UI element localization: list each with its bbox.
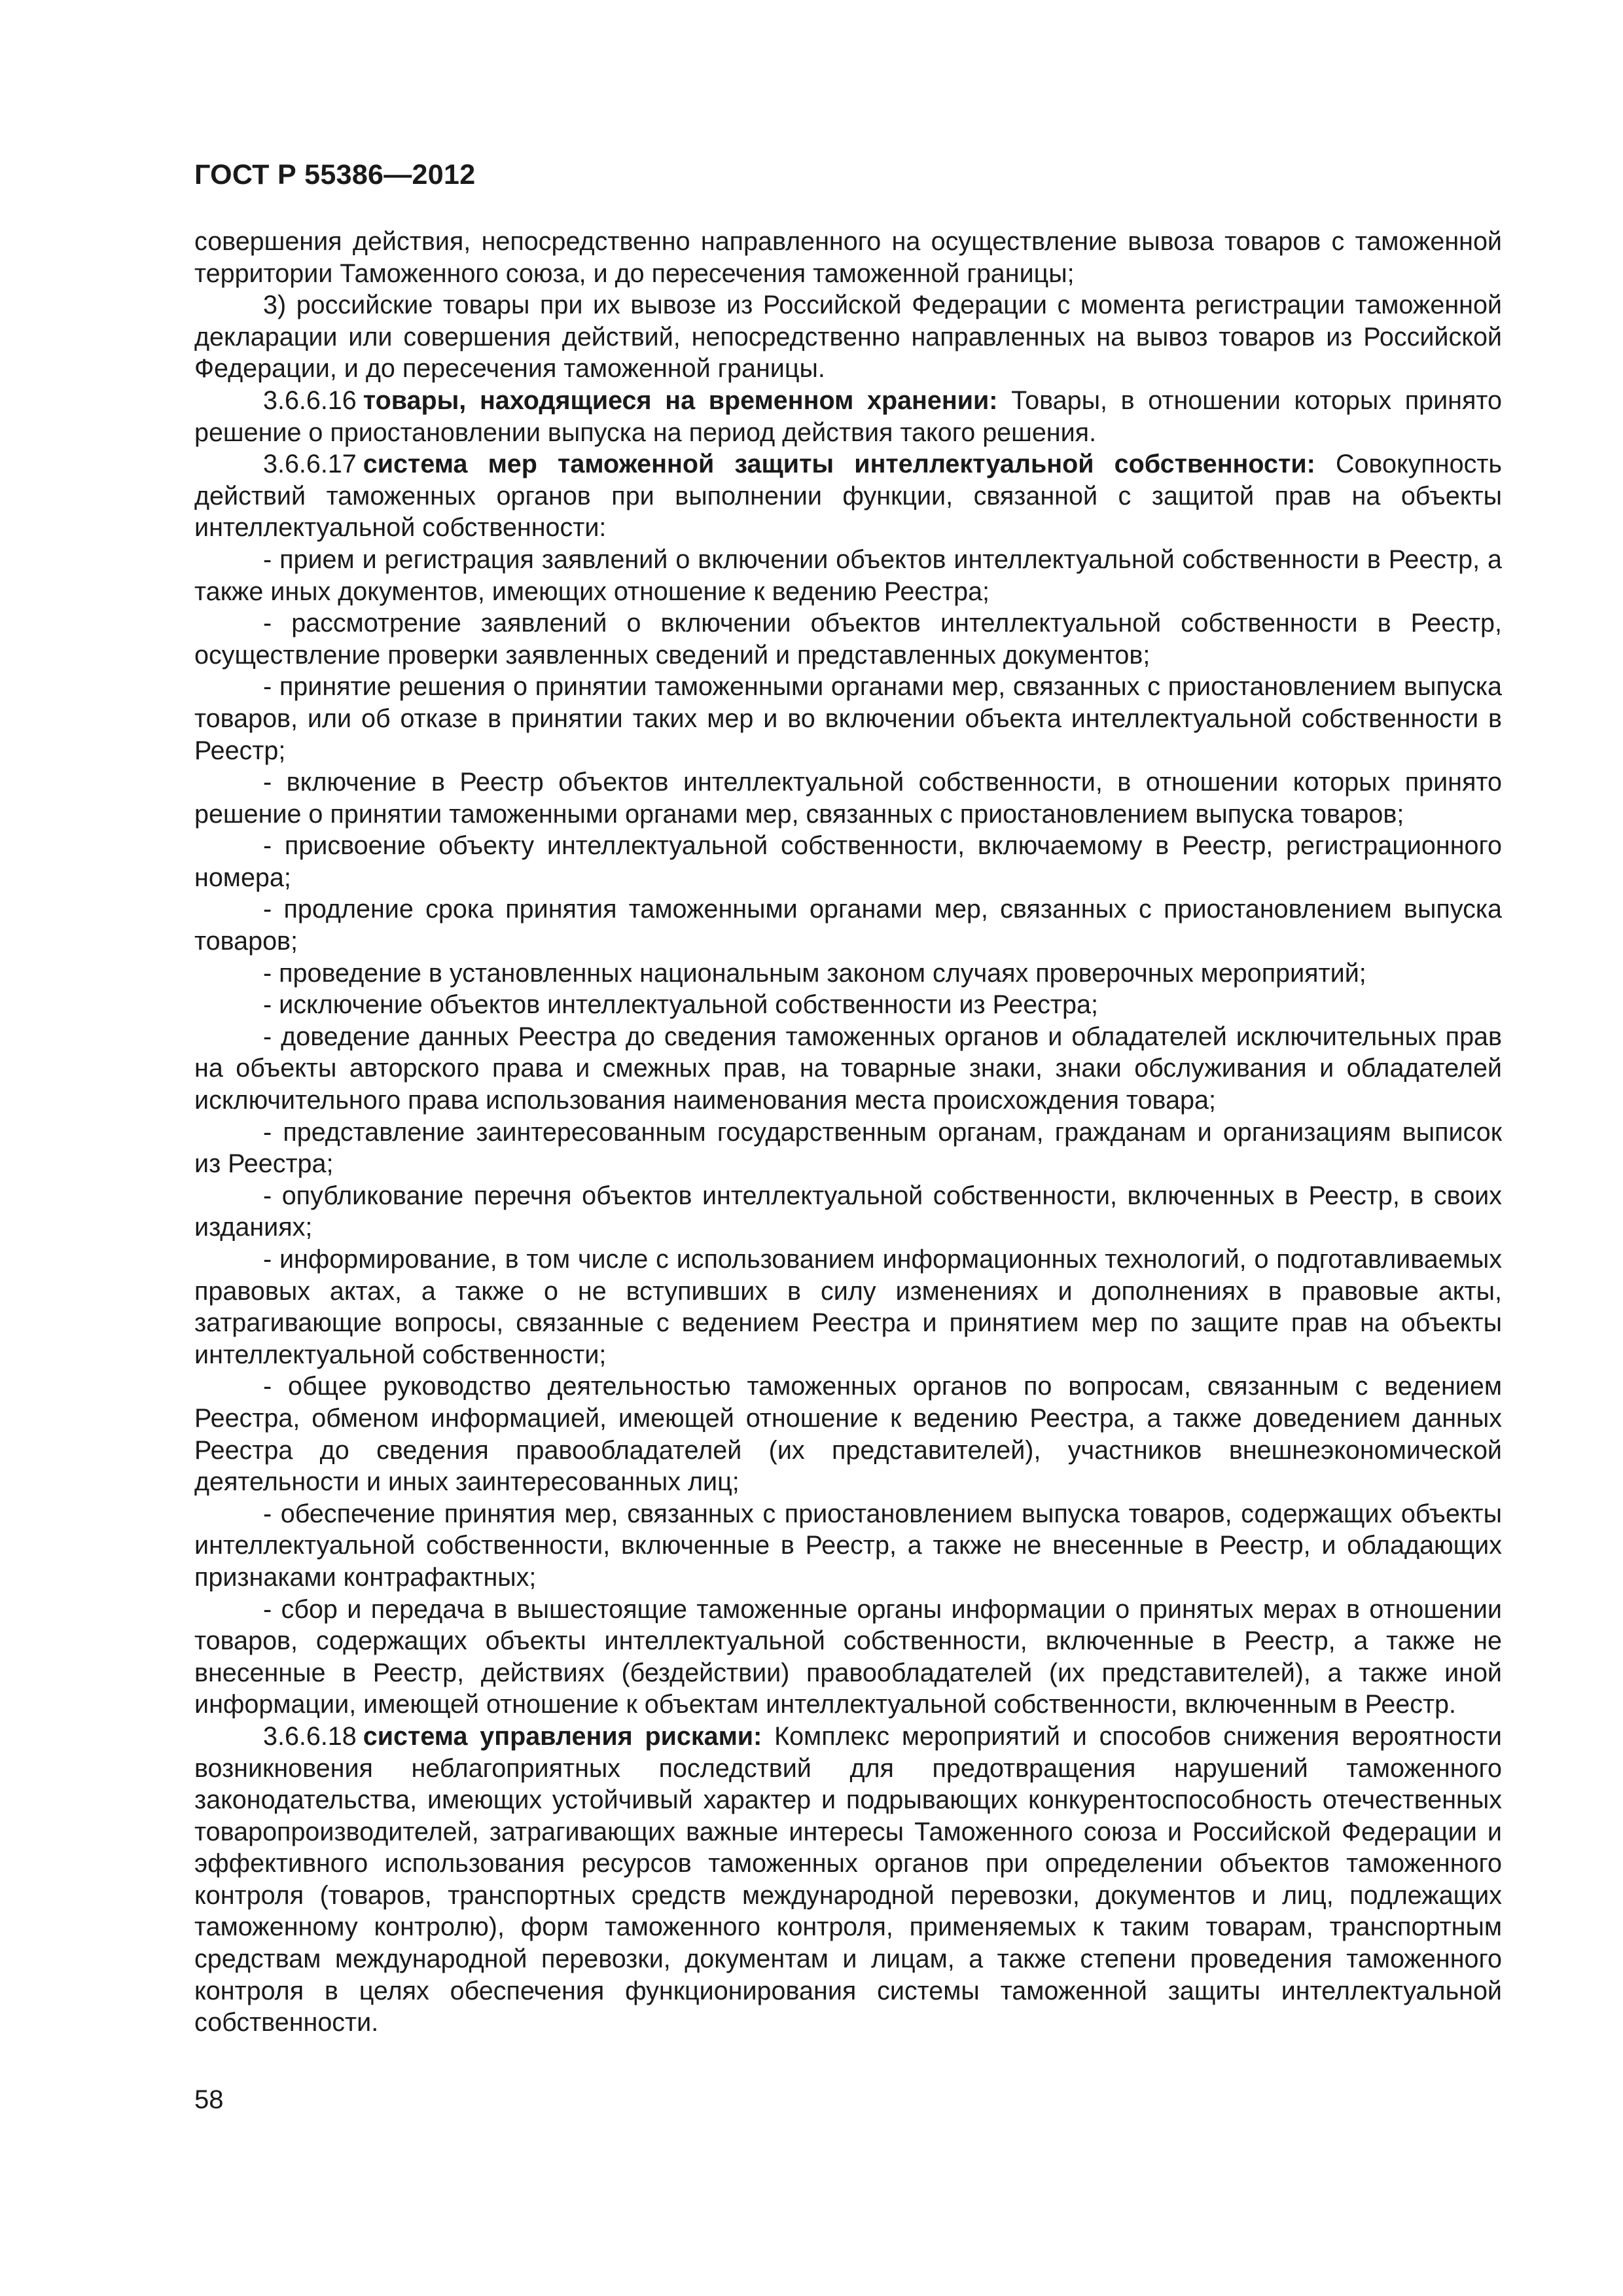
clause-number: 3.6.6.18 <box>263 1721 357 1751</box>
list-item-text: - присвоение объекту интеллектуальной собственности, включаемому в Реестр, регистрационного номера; <box>194 831 1502 892</box>
list-item-text: - исключение объектов интеллектуальной собственности из Реестра; <box>263 990 1098 1020</box>
list-item <box>194 989 1502 1021</box>
defined-term: система управления рисками: <box>363 1721 762 1751</box>
list-item-text: - опубликование перечня объектов интеллектуальной собственности, включенных в Реестр, в своих изданиях; <box>194 1181 1502 1242</box>
list-item-text: - общее руководство деятельностью таможенных органов по вопросам, связанным с ведением Реестра, обменом информацией, имеющей отношение к ведению Реестра, а также доведением данных Реестра до сведения правообладателей (их представителей), участников внешнеэкономической деятельности и иных заинтересованных лиц; <box>194 1372 1502 1497</box>
list-item-text: - информирование, в том числе с использованием информационных технологий, о подготавливаемых правовых актах, а также о не вступивших в силу изменениях и дополнениях в правовые акты, затрагивающие вопросы, связанные с ведением Реестра и принятием мер по защите прав на объекты интеллектуальной собственности; <box>194 1245 1502 1369</box>
defined-term: товары, находящиеся на временном хранении: <box>363 386 998 415</box>
list-item-text: - доведение данных Реестра до сведения таможенных органов и обладателей исключительных прав на объекты авторского права и смежных прав, на товарные знаки, знаки обслуживания и обладателей исключительного права использования наименования места происхождения товара; <box>194 1022 1502 1115</box>
list-item <box>194 1117 1502 1180</box>
list-item <box>194 766 1502 830</box>
page-number: 58 <box>194 2085 224 2114</box>
definition-paragraph <box>194 1721 1502 2039</box>
paragraph-text: совершения действия, непосредственно направленного на осуществление вывоза товаров с таможенной территории Таможенного союза, и до пересечения таможенной границы; <box>194 227 1502 288</box>
list-item-text: - обеспечение принятия мер, связанных с приостановлением выпуска товаров, содержащих объекты интеллектуальной собственности, включенные в Реестр, а также не внесенные в Реестр, и обладающих признаками контрафактных; <box>194 1499 1502 1592</box>
list-item <box>194 1594 1502 1721</box>
defined-term: система мер таможенной защиты интеллектуальной собственности: <box>363 450 1315 479</box>
definition-paragraph <box>194 385 1502 448</box>
paragraph-text: 3) российские товары при их вывозе из Российской Федерации с момента регистрации таможенной декларации или совершения действий, непосредственно направленных на вывоз товаров из Российской Федерации, и до пересечения таможенной границы. <box>194 291 1502 384</box>
list-item <box>194 1021 1502 1117</box>
definition-text: Товары, в отношении которых принято решение о приостановлении выпуска на период действия такого решения. <box>194 386 1502 447</box>
list-item <box>194 1244 1502 1371</box>
document-header: ГОСТ Р 55386—2012 <box>194 159 476 190</box>
clause-number: 3.6.6.17 <box>263 450 357 479</box>
list-item <box>194 544 1502 607</box>
list-item <box>194 1498 1502 1594</box>
list-item <box>194 830 1502 893</box>
list-item-text: - проведение в установленных национальным законом случаях проверочных мероприятий; <box>263 958 1366 988</box>
list-item <box>194 893 1502 957</box>
list-item-text: - рассмотрение заявлений о включении объектов интеллектуальной собственности в Реестр, осуществление проверки заявленных сведений и представленных документов; <box>194 609 1502 670</box>
list-item <box>194 1180 1502 1244</box>
paragraph <box>194 289 1502 385</box>
list-item-text: - принятие решения о принятии таможенными органами мер, связанных с приостановлением выпуска товаров, или об отказе в принятии таких мер и во включении объекта интеллектуальной собственности в Реестр; <box>194 672 1502 765</box>
list-item-text: - прием и регистрация заявлений о включении объектов интеллектуальной собственности в Реестр, а также иных документов, имеющих отношение к ведению Реестра; <box>194 545 1502 606</box>
list-item-text: - сбор и передача в вышестоящие таможенные органы информации о принятых мерах в отношении товаров, содержащих объекты интеллектуальной собственности, включенные в Реестр, а также не внесенные в Реестр, действиях (бездействии) правообладателей (их представителей), а также иной информации, имеющей отношение к объектам интеллектуальной собственности, включенным в Реестр. <box>194 1594 1502 1719</box>
definition-text: Совокупность действий таможенных органов при выполнении функции, связанной с защитой прав на объекты интеллектуальной собственности: <box>194 450 1503 543</box>
definition-paragraph <box>194 448 1502 544</box>
clause-number: 3.6.6.16 <box>263 386 357 415</box>
list-item-text: - включение в Реестр объектов интеллектуальной собственности, в отношении которых принято решение о принятии таможенными органами мер, связанных с приостановлением выпуска товаров; <box>194 768 1502 829</box>
list-item <box>194 607 1502 671</box>
list-item <box>194 671 1502 766</box>
list-item <box>194 958 1502 990</box>
definition-text: Комплекс мероприятий и способов снижения вероятности возникновения неблагоприятных последствий для предотвращения нарушений таможенного законодательства, имеющих устойчивый характер и подрывающих конкурентоспособность отечественных товаропроизводителей, затрагивающих важные интересы Таможенного союза и Российской Федерации и эффективного использования ресурсов таможенных органов при определении объектов таможенного контроля (товаров, транспортных средств международной перевозки, документов и лиц, подлежащих таможенному контролю), форм таможенного контроля, применяемых к таким товарам, транспортным средствам международной перевозки, документам и лицам, а также степени проведения таможенного контроля в целях обеспечения функционирования системы таможенной защиты интеллектуальной собственности. <box>194 1721 1503 2037</box>
list-item-text: - представление заинтересованным государственным органам, гражданам и организациям выписок из Реестра; <box>194 1117 1502 1179</box>
list-item <box>194 1371 1502 1498</box>
list-item-text: - продление срока принятия таможенными органами мер, связанных с приостановлением выпуска товаров; <box>194 895 1502 956</box>
paragraph <box>194 226 1502 289</box>
document-body <box>194 226 1502 2039</box>
